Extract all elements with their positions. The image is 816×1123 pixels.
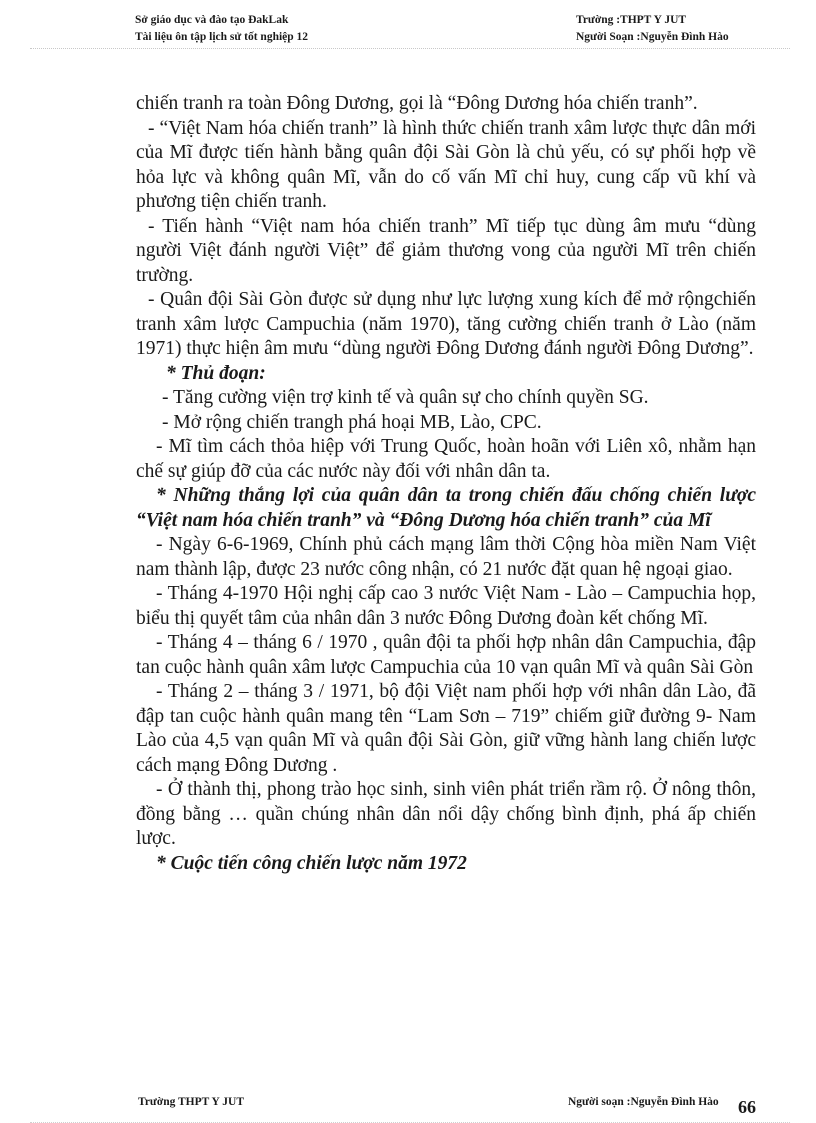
list-item-tactic-diplomacy: - Mĩ tìm cách thỏa hiệp với Trung Quốc, hoàn hoãn với Liên xô, nhằm hạn chế sự giúp đỡ của các nước này đối với nhân dân ta.	[136, 436, 756, 482]
paragraph-vietnamization-plot: - Tiến hành “Việt nam hóa chiến tranh” Mĩ tiếp tục dùng âm mưu “dùng người Việt đánh người Việt” để giảm thương vong của người Mĩ trên chiến trường.	[136, 215, 756, 286]
page-number: 66	[738, 1097, 756, 1117]
paragraph-victory-summit-1970: - Tháng 4-1970 Hội nghị cấp cao 3 nước Việt Nam - Lào – Campuchia họp, biểu thị quyết tâm của nhân dân 3 nước Đông Dương đoàn kết chống Mĩ.	[136, 583, 756, 629]
header-school: Trường :THPT Y JUT	[576, 14, 687, 26]
heading-victories: * Những thắng lợi của quân dân ta trong chiến đấu chống chiến lược “Việt nam hóa chiến tranh” và “Đông Dương hóa chiến tranh” của Mĩ	[136, 485, 756, 531]
paragraph-victory-1969: - Ngày 6-6-1969, Chính phủ cách mạng lâm thời Cộng hòa miền Nam Việt nam thành lập, được 23 nước công nhận, có 21 nước đặt quan hệ ngoại giao.	[136, 534, 756, 580]
header-left	[135, 12, 308, 46]
paragraph-victory-movements: - Ở thành thị, phong trào học sinh, sinh viên phát triển rầm rộ. Ở nông thôn, đồng bằng … quần chúng nhân dân nổi dậy chống bình định, phá ấp chiến lược.	[136, 779, 756, 849]
header-right	[576, 12, 729, 46]
paragraph-saigon-army: - Quân đội Sài Gòn được sử dụng như lực lượng xung kích để mở rộngchiến tranh xâm lược Campuchia (năm 1970), tăng cường chiến tranh ở Lào (năm 1971) thực hiện âm mưu “dùng người Đông Dương đánh người Đông Dương”.	[136, 289, 756, 359]
paragraph-victory-laos-1971: - Tháng 2 – tháng 3 / 1971, bộ đội Việt nam phối hợp với nhân dân Lào, đã đập tan cuộc hành quân mang tên “Lam Sơn – 719” chiếm giữ đường 9- Nam Lào của 4,5 vạn quân Mĩ và quân đội Sài Gòn, giữ vững hành lang chiến lược cách mạng Đông Dương .	[136, 681, 756, 776]
header-author: Người Soạn :Nguyễn Đình Hào	[576, 31, 729, 43]
header-department: Sở giáo dục và đào tạo ĐakLak	[135, 14, 289, 26]
footer-school: Trường THPT Y JUT	[138, 1096, 245, 1108]
paragraph-victory-cambodia-1970: - Tháng 4 – tháng 6 / 1970 , quân đội ta phối hợp nhân dân Campuchia, đập tan cuộc hành quân xâm lược Campuchia của 10 vạn quân Mĩ và quân Sài Gòn	[136, 632, 756, 678]
paragraph-vietnamization-definition: - “Việt Nam hóa chiến tranh” là hình thức chiến tranh xâm lược thực dân mới của Mĩ được tiến hành bằng quân đội Sài Gòn là chủ yếu, có sự phối hợp về hỏa lực và không quân Mĩ, vẫn do cố vấn Mĩ chỉ huy, cung cấp vũ khí và phương tiện chiến tranh.	[136, 117, 756, 212]
header-document-title: Tài liệu ôn tập lịch sử tốt nghiệp 12	[135, 31, 309, 43]
list-item-tactic-expand: - Mở rộng chiến trangh phá hoại MB, Lào, CPC.	[162, 411, 542, 433]
heading-tactics: * Thủ đoạn:	[166, 362, 266, 384]
footer-author: Người soạn :Nguyễn Đình Hào	[568, 1096, 719, 1108]
heading-1972-offensive: * Cuộc tiến công chiến lược năm 1972	[156, 852, 467, 874]
list-item-tactic-aid: - Tăng cường viện trợ kinh tế và quân sự cho chính quyền SG.	[162, 387, 649, 408]
document-body	[136, 92, 756, 876]
header-divider	[30, 48, 790, 49]
paragraph-continuation: chiến tranh ra toàn Đông Dương, gọi là “Đông Dương hóa chiến tranh”.	[136, 93, 698, 114]
